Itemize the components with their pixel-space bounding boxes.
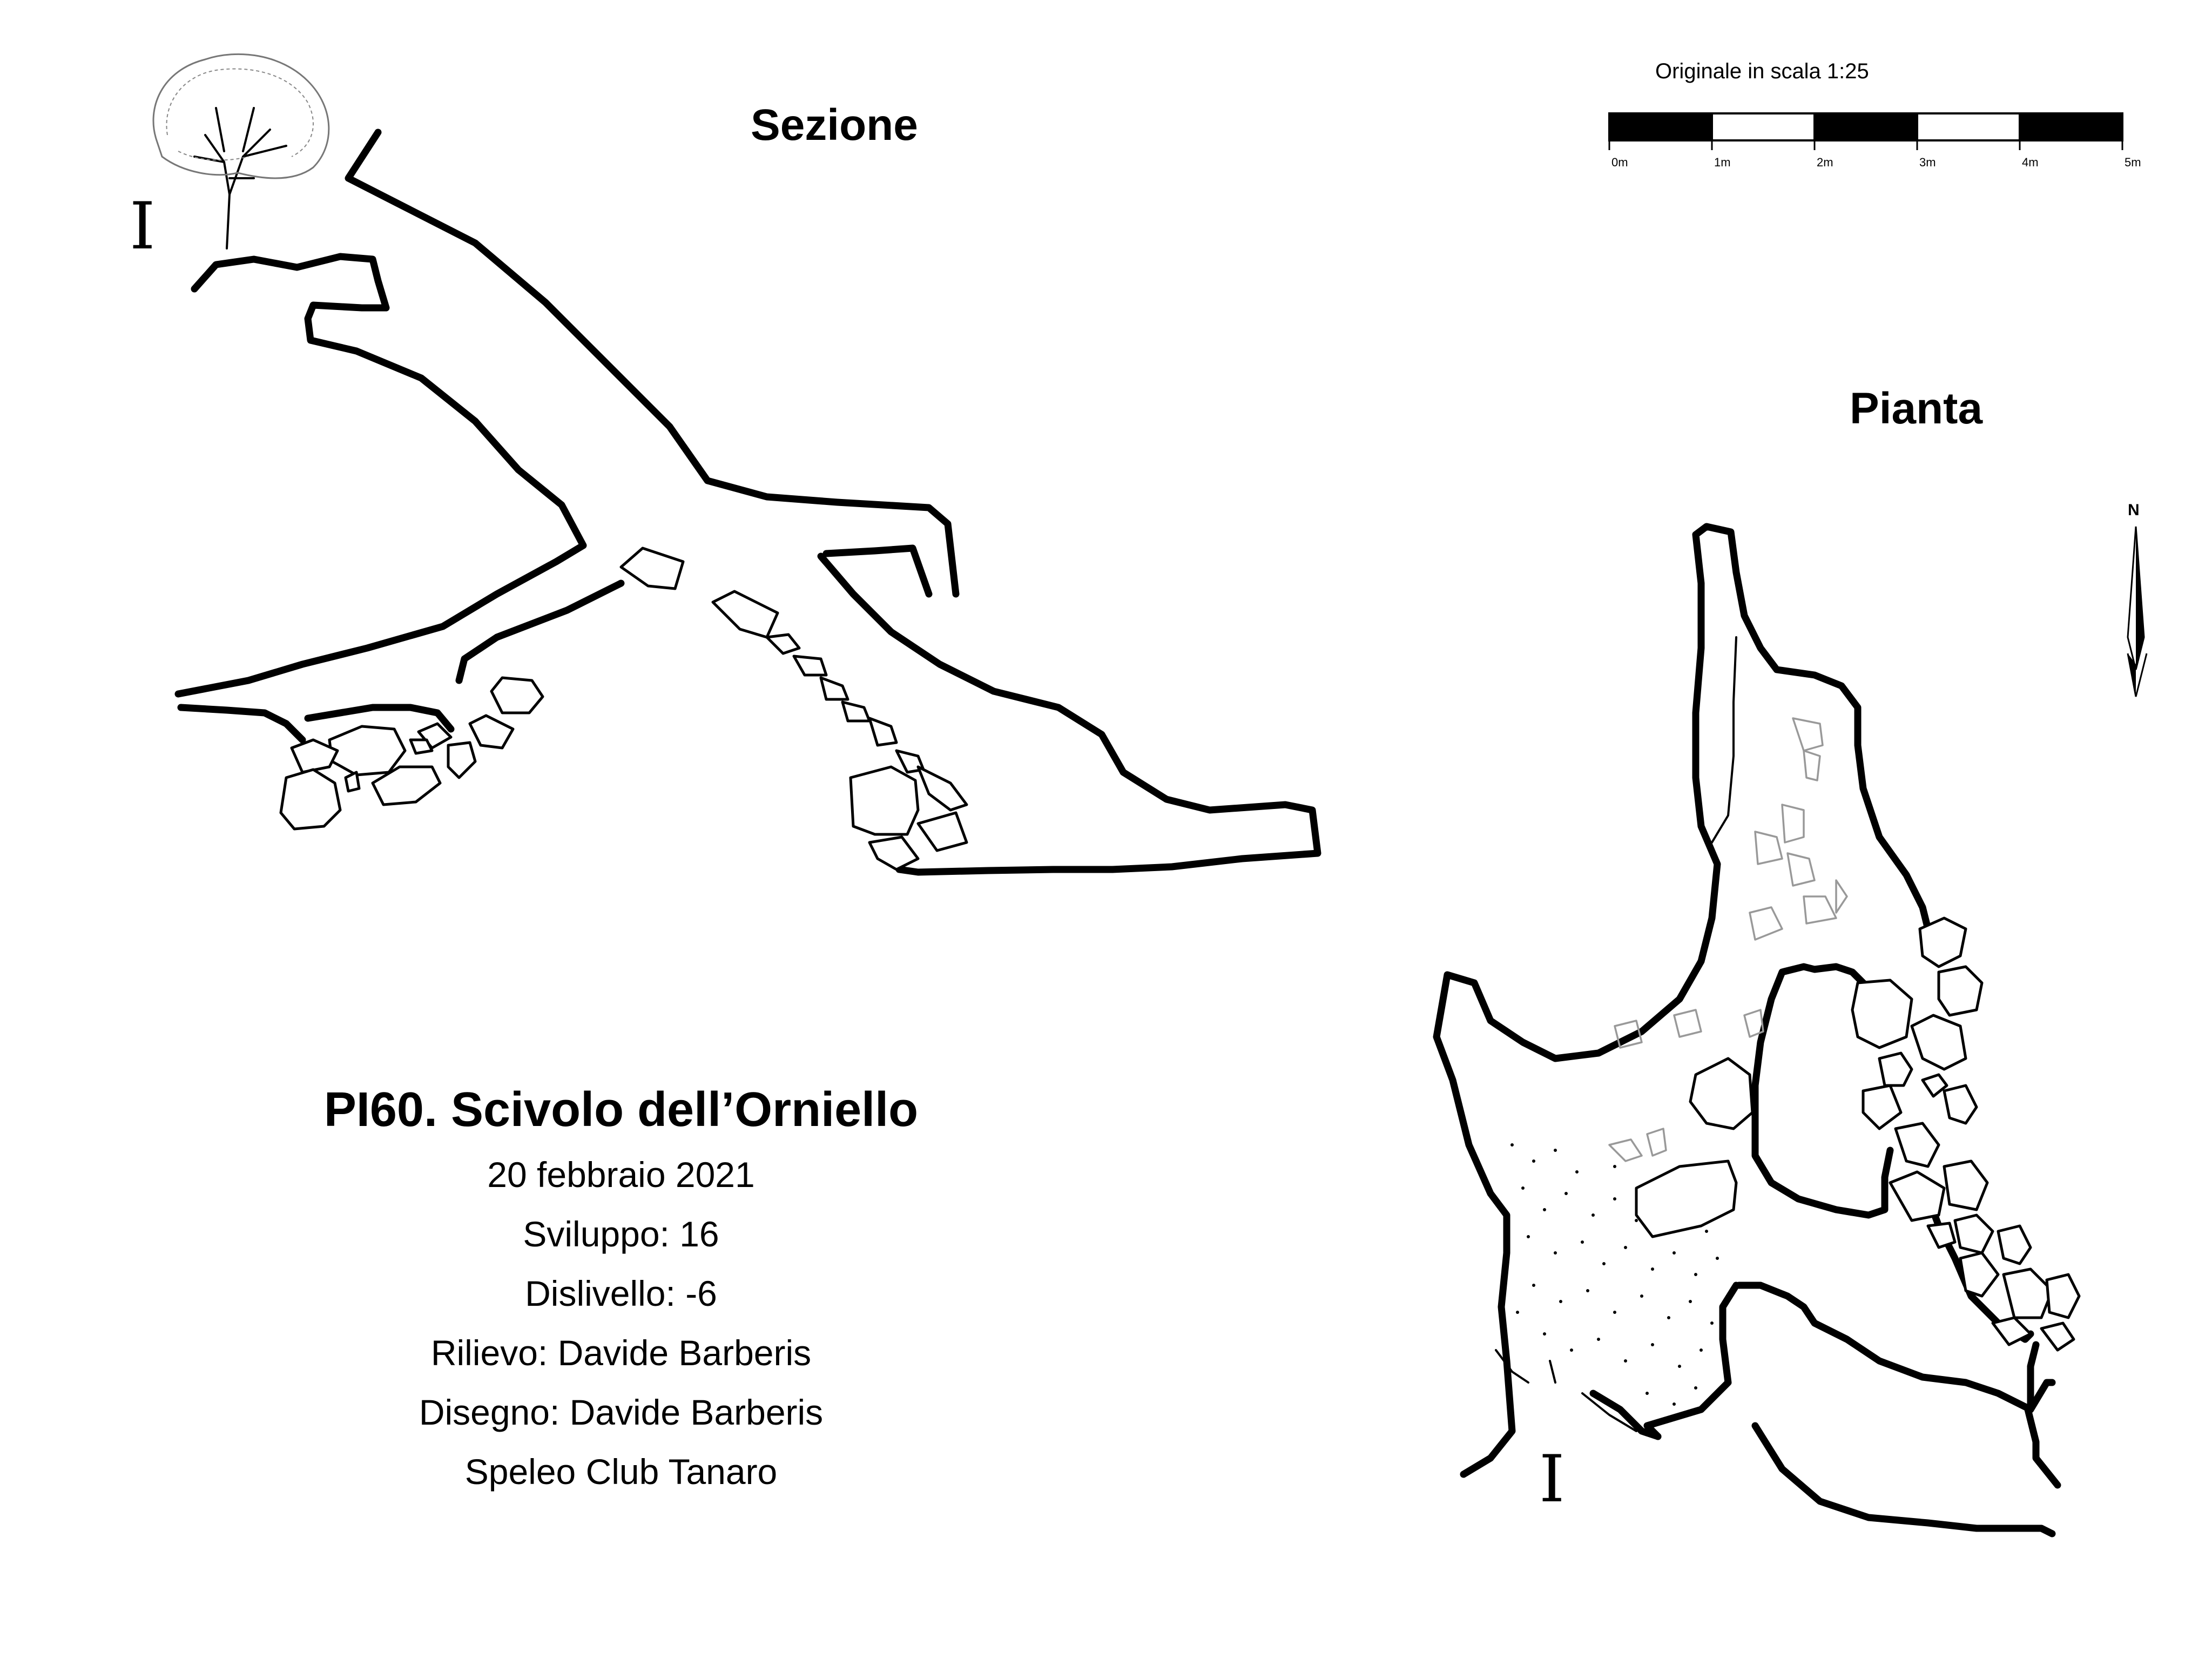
survey-development: Sviluppo: 16 [523, 1214, 719, 1254]
plan-bottom-notch [1593, 1393, 1658, 1437]
plan-bottom-tail-wall [1755, 1426, 2052, 1534]
section-slope-lower [459, 583, 621, 680]
plan-heading: Pianta [1850, 384, 1983, 433]
survey-date: 20 febbraio 2021 [487, 1155, 755, 1195]
plan-boulders [1636, 918, 2079, 1350]
scale-tick-0: 0m [1611, 156, 1628, 169]
section-entrance-marker: I [130, 189, 156, 264]
plan-lower-tail-wall [2028, 1410, 2058, 1485]
plan-view [1437, 527, 2079, 1534]
scale-bar [1609, 113, 2122, 150]
scale-tick-4: 4m [2022, 156, 2039, 169]
scale-title: Originale in scala 1:25 [1655, 59, 1869, 83]
section-upper-wall [348, 132, 956, 594]
plan-lower-passage-wall [1739, 1285, 2052, 1410]
drawing-author: Disegno: Davide Barberis [419, 1392, 824, 1432]
survey-author: Rilievo: Davide Barberis [430, 1333, 812, 1373]
scale-tick-5: 5m [2125, 156, 2141, 169]
survey-title: PI60. Scivolo dell’Orniello [323, 1083, 919, 1137]
tree-icon [153, 54, 329, 248]
plan-inner-channel [1712, 637, 1736, 842]
section-floor-left [181, 707, 302, 740]
scale-tick-3: 3m [1919, 156, 1936, 169]
north-arrow-icon [2128, 527, 2147, 697]
section-rubble [281, 678, 543, 829]
club-name: Speleo Club Tanaro [464, 1452, 778, 1492]
survey-info-block [302, 1075, 940, 1501]
north-label: N [2128, 501, 2140, 519]
scale-tick-1: 1m [1714, 156, 1731, 169]
section-boulders [621, 548, 967, 869]
plan-entrance-marker: I [1539, 1442, 1565, 1517]
plan-bottom-wall [1647, 1285, 1736, 1437]
survey-elevation: Dislivello: -6 [525, 1273, 717, 1313]
scale-tick-2: 2m [1817, 156, 1833, 169]
section-view [130, 54, 1318, 872]
section-upper-inner-wall [826, 548, 929, 594]
section-heading: Sezione [751, 100, 918, 150]
